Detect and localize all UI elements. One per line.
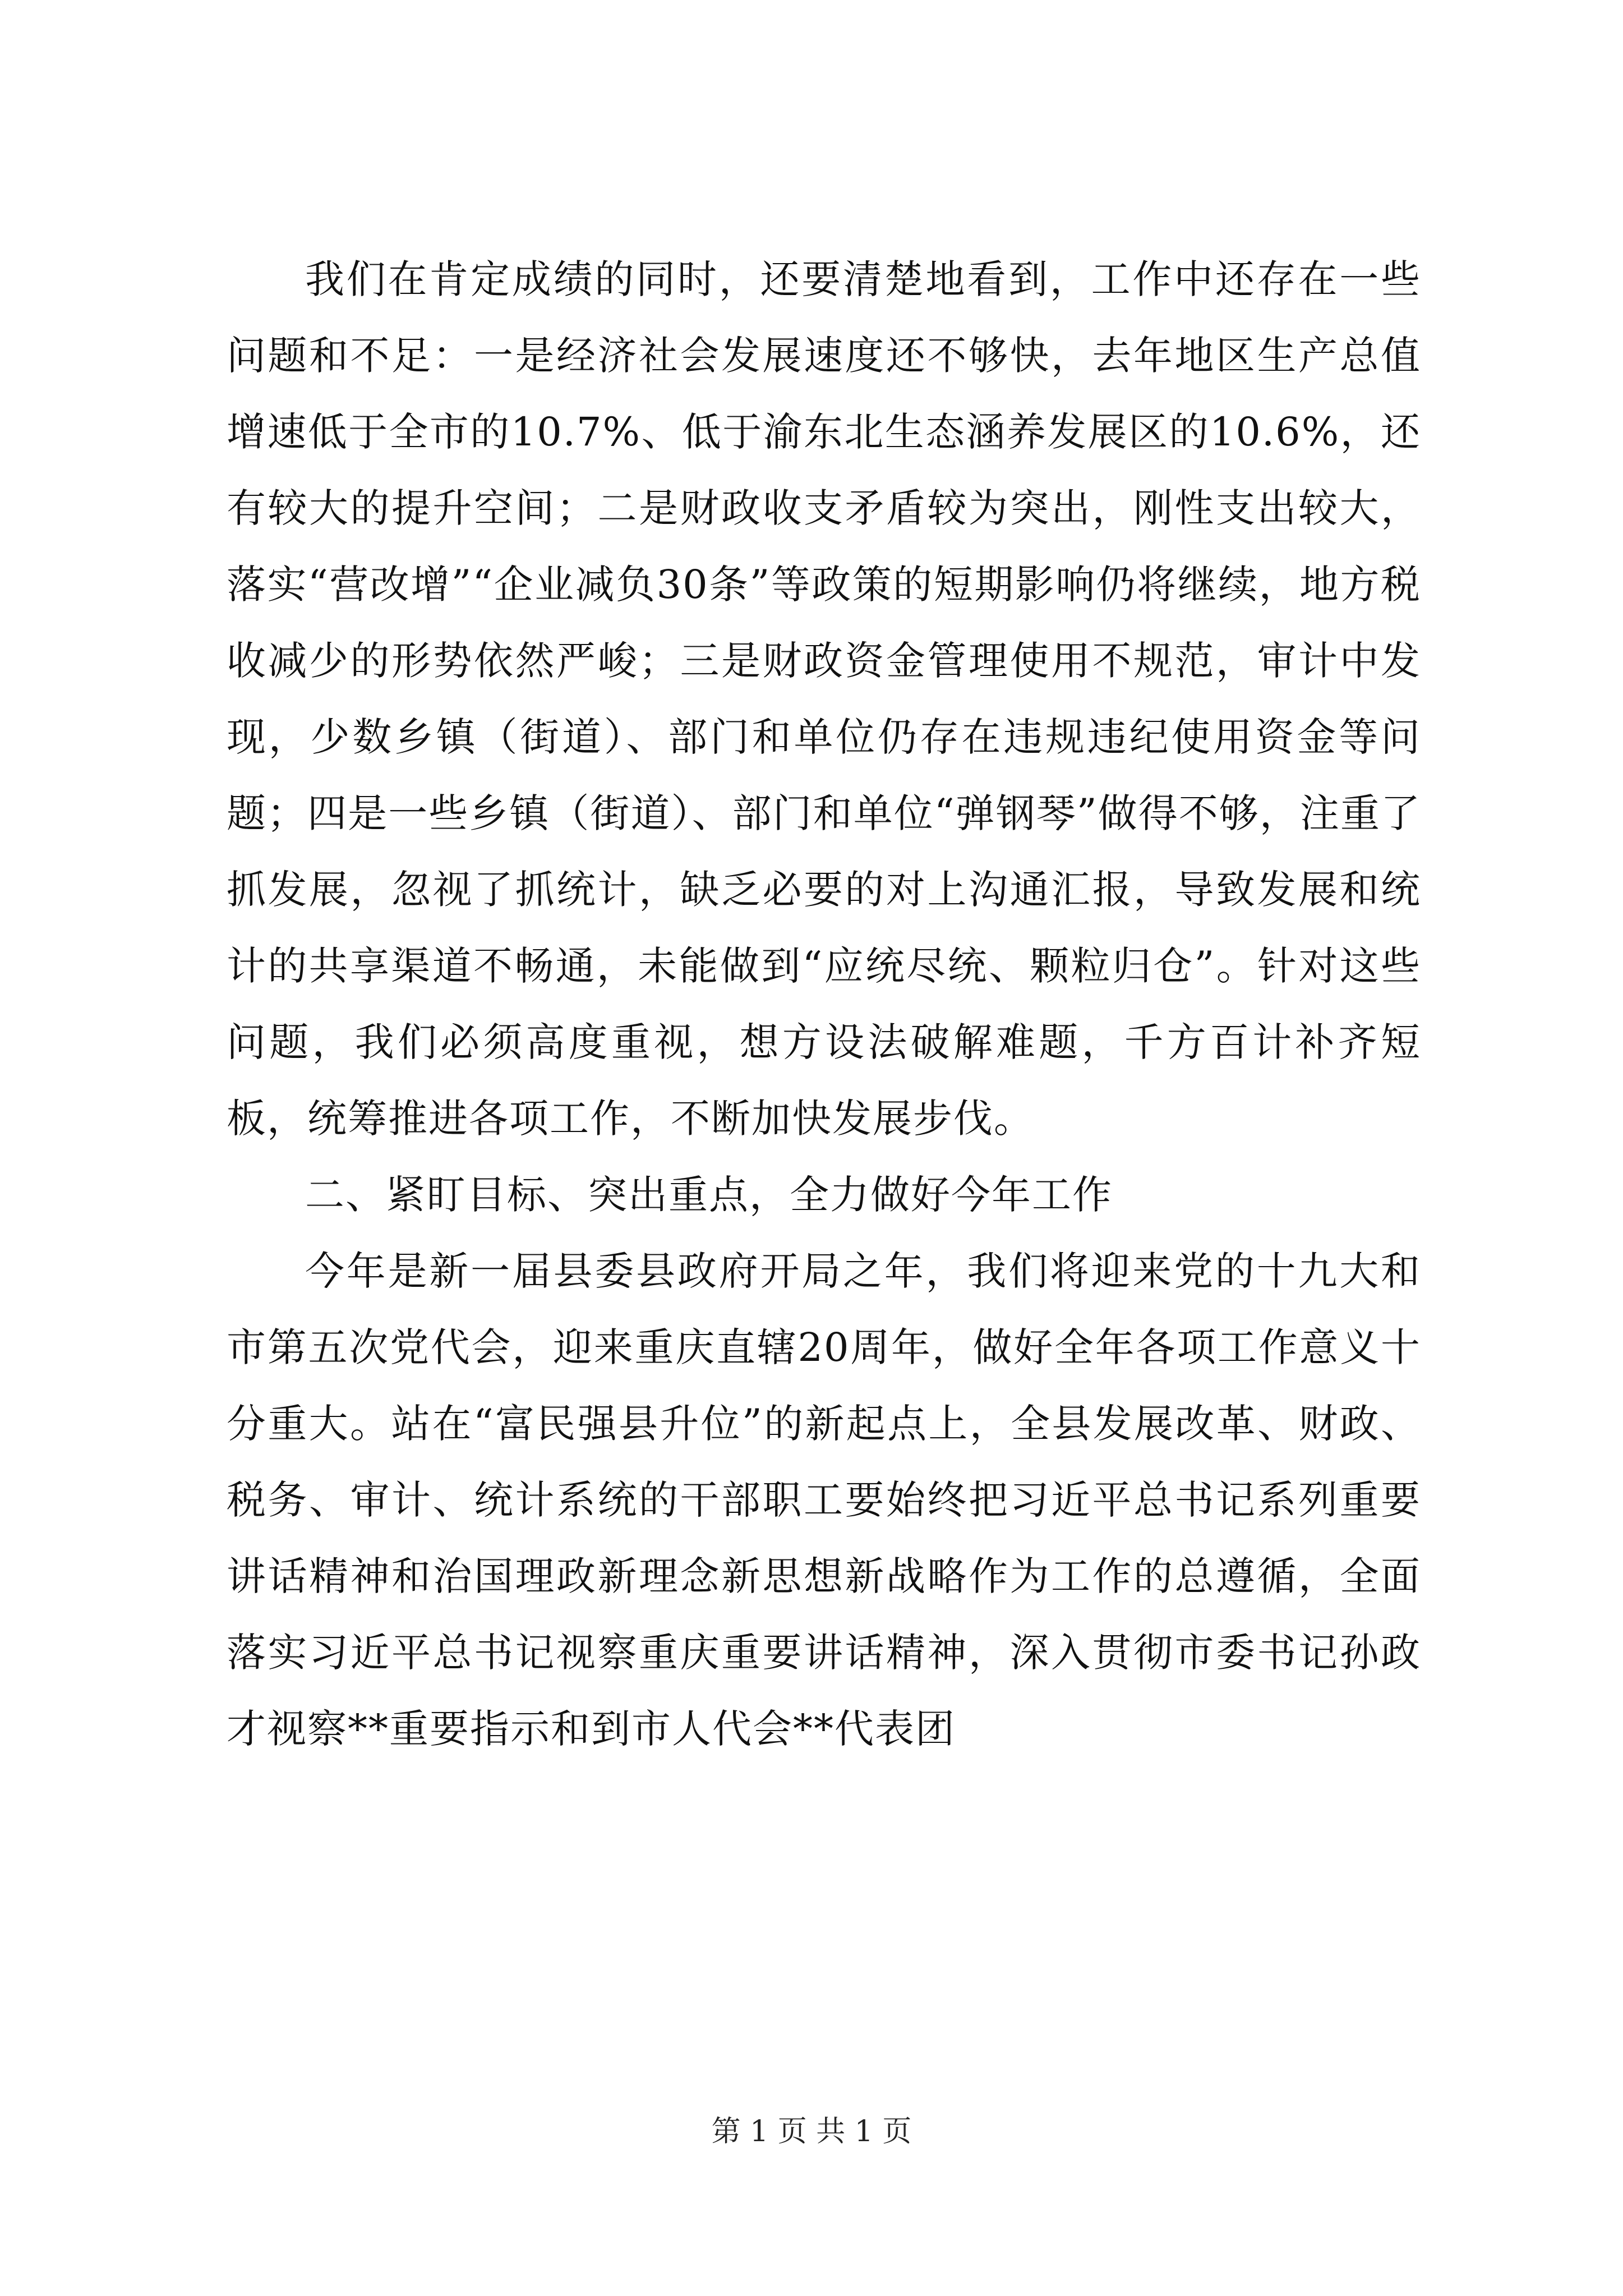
page-footer: 第 1 页 共 1 页	[711, 2115, 912, 2148]
document-body	[227, 241, 1421, 1767]
paragraph-this-year: 今年是新一届县委县政府开局之年，我们将迎来党的十九大和市第五次党代会，迎来重庆直辖20周年，做好全年各项工作意义十分重大。站在“富民强县升位”的新起点上，全县发展改革、财政、税务、审计、统计系统的干部职工要始终把习近平总书记系列重要讲话精神和治国理政新理念新思想新战略作为工作的总遵循，全面落实习近平总书记视察重庆重要讲话精神，深入贯彻市委书记孙政才视察**重要指示和到市人代会**代表团	[227, 1248, 1421, 1752]
section-heading: 二、紧盯目标、突出重点，全力做好今年工作	[305, 1172, 1113, 1218]
paragraph-problems: 我们在肯定成绩的同时，还要清楚地看到，工作中还存在一些问题和不足：一是经济社会发展速度还不够快，去年地区生产总值增速低于全市的10.7%、低于渝东北生态涵养发展区的10.6%，还有较大的提升空间；二是财政收支矛盾较为突出，刚性支出较大，落实“营改增”“企业减负30条”等政策的短期影响仍将继续，地方税收减少的形势依然严峻；三是财政资金管理使用不规范，审计中发现，少数乡镇（街道）、部门和单位仍存在违规违纪使用资金等问题；四是一些乡镇（街道）、部门和单位“弹钢琴”做得不够，注重了抓发展，忽视了抓统计，缺乏必要的对上沟通汇报，导致发展和统计的共享渠道不畅通，未能做到“应统尽统、颗粒归仓”。针对这些问题，我们必须高度重视，想方设法破解难题，千方百计补齐短板，统筹推进各项工作，不断加快发展步伐。	[227, 256, 1421, 1142]
